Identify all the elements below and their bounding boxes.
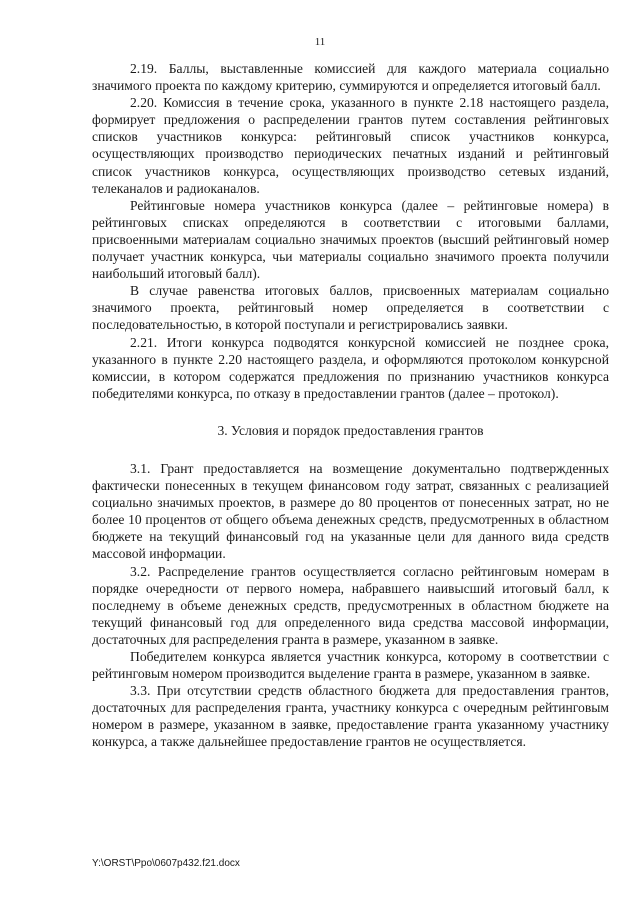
page-number: 11 [314, 36, 326, 48]
document-body [92, 60, 609, 751]
section-title: 3. Условия и порядок предоставления грантов [217, 422, 484, 438]
paragraph-equal-scores: В случае равенства итоговых баллов, присвоенных материалам социально значимого проекта, рейтинговый номер определяется в соответствии с последовательностью, в которой поступали и регистрировались заявки. [92, 283, 609, 333]
file-path-footer: Y:\ORST\Ppo\0607p432.f21.docx [92, 858, 240, 869]
paragraph-3-3: 3.3. При отсутствии средств областного бюджета для предоставления грантов, достаточных для распределения гранта, участнику конкурса с очередным рейтинговым номером в размере, указанном в заявке, предоставление гранта указанному участнику конкурса, а также дальнейшее предоставление грантов не осуществляется. [92, 683, 609, 750]
paragraph-2-19: 2.19. Баллы, выставленные комиссией для каждого материала социально значимого проекта по каждому критерию, суммируются и определяется итоговый балл. [92, 61, 609, 94]
paragraph-2-20: 2.20. Комиссия в течение срока, указанного в пункте 2.18 настоящего раздела, формирует предложения о распределении грантов путем составления рейтинговых списков участников конкурса: рейтинговый список участников конкурса, осуществляющих производство периодических печатных изданий и рейтинговый список участников конкурса, осуществляющих производство сетевых изданий, телеканалов и радиоканалов. [92, 95, 609, 196]
paragraph-3-2: 3.2. Распределение грантов осуществляется согласно рейтинговым номерам в порядке очередности от первого номера, набравшего наивысший итоговый балл, к последнему в объеме денежных средств, предусмотренных в областном бюджете на текущий финансовый год для определенного вида средства массовой информации, достаточных для распределения гранта в размере, указанном в заявке. [92, 563, 609, 647]
paragraph-rating-numbers: Рейтинговые номера участников конкурса (далее – рейтинговые номера) в рейтинговых списках определяются в соответствии с итоговыми баллами, присвоенными материалам социально значимых проектов (высший рейтинговый номер получает участник конкурса, чьи материалы социально значимого проекта получили наибольший итоговый балл). [92, 197, 609, 282]
paragraph-winner: Победителем конкурса является участник конкурса, которому в соответствии с рейтинговым номером производится выделение гранта в размере, указанном в заявке. [92, 649, 609, 682]
paragraph-3-1: 3.1. Грант предоставляется на возмещение документально подтвержденных фактически понесенных в текущем финансовом году затрат, связанных с реализацией социально значимых проектов, в размере до 80 процентов от понесенных затрат, но не более 10 процентов от общего объема денежных средств, предусмотренных в областном бюджете на текущий финансовый год на указанные цели для данного вида средств массовой информации. [92, 460, 609, 562]
paragraph-2-21: 2.21. Итоги конкурса подводятся конкурсной комиссией не позднее срока, указанного в пункте 2.20 настоящего раздела, и оформляются протоколом конкурсной комиссии, в котором содержатся предложения по признанию участников конкурса победителями конкурса, по отказу в предоставлении грантов (далее – протокол). [92, 334, 609, 401]
